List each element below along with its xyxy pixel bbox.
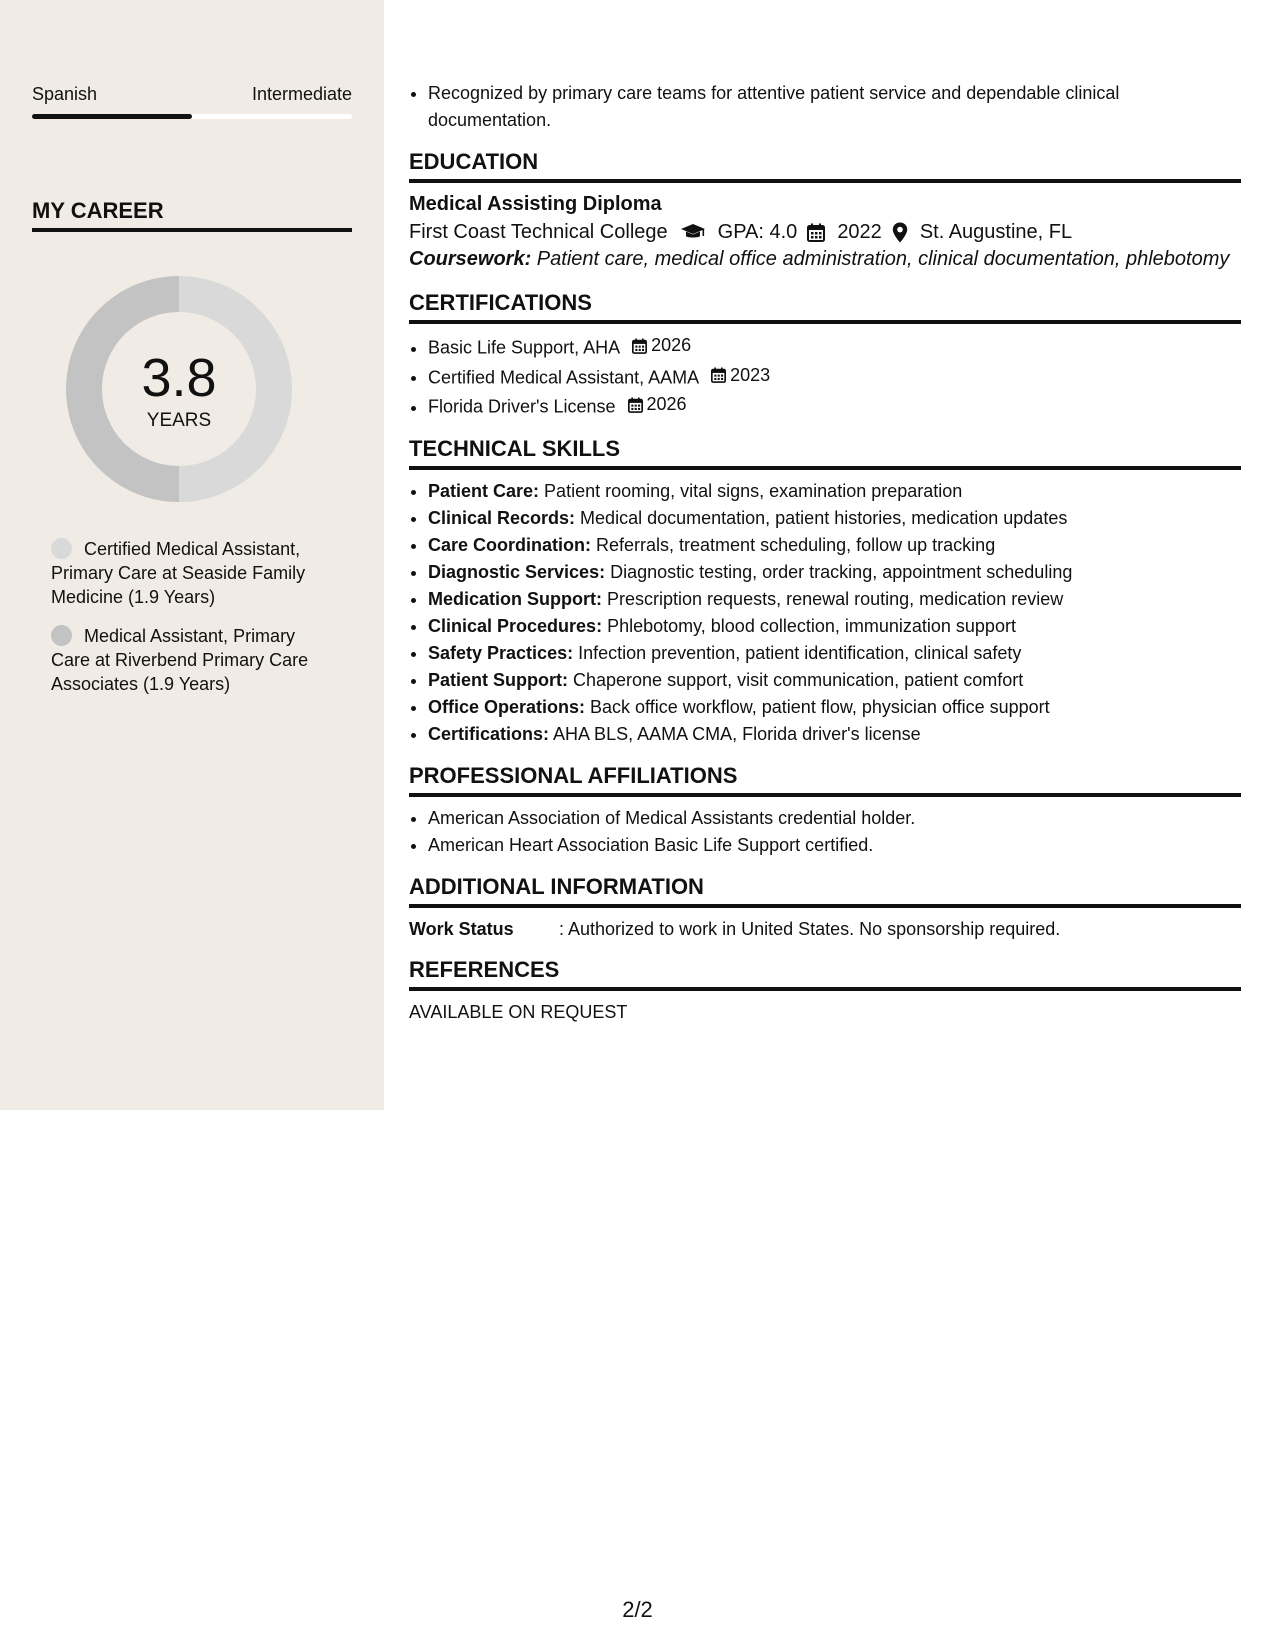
skill-text: Back office workflow, patient flow, physician office support: [585, 696, 1050, 717]
language-name: Spanish: [32, 84, 98, 104]
certification-name: Florida Driver's License: [428, 396, 616, 417]
calendar-icon: [628, 397, 643, 413]
list-item: [428, 362, 1241, 392]
skill-text: AHA BLS, AAMA CMA, Florida driver's license: [549, 723, 921, 744]
skills-list: [409, 478, 1241, 748]
work-status-row: [409, 916, 1241, 942]
school-name: First Coast Technical College: [409, 221, 668, 243]
list-item: • American Heart Association Basic Life Support certified.: [428, 832, 1241, 859]
career-item: [51, 624, 331, 696]
gpa: GPA: 4.0: [717, 221, 798, 243]
affiliations-title: PROFESSIONAL AFFILIATIONS: [409, 763, 1241, 797]
map-pin-icon: [892, 222, 908, 243]
certification-year: 2026: [646, 394, 687, 414]
list-item: • Recognized by primary care teams for attentive patient service and dependable clinical documentation.: [428, 80, 1241, 134]
intro-bullet-list: [409, 80, 1241, 134]
skill-label: Safety Practices:: [428, 642, 574, 663]
coursework-text: Patient care, medical office administration, clinical documentation, phlebotomy: [531, 248, 1230, 270]
list-item: [428, 721, 1241, 748]
calendar-icon: [632, 338, 647, 354]
sidebar: [0, 0, 384, 1110]
references-section: [409, 957, 1241, 1025]
additional-info-title: ADDITIONAL INFORMATION: [409, 874, 1241, 908]
list-item: [428, 613, 1241, 640]
skill-text: Prescription requests, renewal routing, medication review: [602, 588, 1064, 609]
list-item: [428, 559, 1241, 586]
list-item: [428, 391, 1241, 421]
list-item: [428, 586, 1241, 613]
graduation-year: 2022: [837, 221, 882, 243]
references-title: REFERENCES: [409, 957, 1241, 991]
skill-label: Patient Support:: [428, 669, 568, 690]
career-item-text: Medical Assistant, Primary Care at Riverbend Primary Care Associates (1.9 Years): [51, 626, 309, 694]
calendar-icon: [711, 367, 726, 383]
certifications-section: [409, 290, 1241, 421]
main-content: [409, 80, 1241, 1025]
additional-info-section: [409, 874, 1241, 942]
work-status-label: Work Status: [409, 918, 514, 939]
certification-year: 2023: [730, 364, 771, 385]
skill-text: Phlebotomy, blood collection, immunization support: [602, 615, 1016, 636]
list-item: [428, 332, 1241, 362]
career-legend-dot: [51, 538, 72, 559]
skill-label: Patient Care:: [428, 480, 540, 501]
coursework: [409, 247, 1241, 272]
certification-year: 2026: [651, 335, 692, 355]
skill-label: Clinical Records:: [428, 507, 576, 528]
skill-text: Diagnostic testing, order tracking, appointment scheduling: [605, 561, 1073, 582]
page-number: 2/2: [622, 1597, 653, 1622]
career-heading: MY CAREER: [32, 198, 352, 232]
graduation-cap-icon: [680, 222, 706, 242]
technical-skills-title: TECHNICAL SKILLS: [409, 436, 1241, 470]
skill-label: Diagnostic Services:: [428, 561, 606, 582]
education-section: [409, 149, 1241, 272]
list-item: [428, 694, 1241, 721]
coursework-label: Coursework:: [409, 248, 532, 270]
certification-name: Basic Life Support, AHA: [428, 337, 621, 358]
school-location: St. Augustine, FL: [919, 221, 1073, 243]
career-item-text: Certified Medical Assistant, Primary Care at Seaside Family Medicine (1.9 Years): [51, 539, 306, 607]
skill-text: Patient rooming, vital signs, examination preparation: [539, 480, 963, 501]
list-item: [428, 478, 1241, 505]
skill-label: Care Coordination:: [428, 534, 592, 555]
career-donut-chart: [66, 276, 292, 502]
skill-text: Medical documentation, patient histories, medication updates: [575, 507, 1068, 528]
list-item: • American Association of Medical Assistants credential holder.: [428, 805, 1241, 832]
certification-name: Certified Medical Assistant, AAMA: [428, 367, 700, 387]
career-legend-dot: [51, 625, 72, 646]
certifications-list: [409, 332, 1241, 421]
degree-name: Medical Assisting Diploma: [409, 193, 662, 215]
language-row: [32, 83, 352, 105]
skill-text: Chaperone support, visit communication, patient comfort: [568, 669, 1024, 690]
skill-label: Certifications:: [428, 723, 550, 744]
references-text: AVAILABLE ON REQUEST: [409, 1001, 628, 1022]
certifications-title: CERTIFICATIONS: [409, 290, 1241, 324]
work-status-value: : Authorized to work in United States. No sponsorship required.: [559, 918, 1061, 939]
list-item: [428, 505, 1241, 532]
list-item: [428, 640, 1241, 667]
career-total-value: 3.8: [141, 348, 217, 408]
career-list: [51, 537, 331, 711]
language-level: Intermediate: [251, 84, 352, 104]
career-item: [51, 537, 331, 609]
skill-label: Office Operations:: [428, 696, 586, 717]
skill-label: Medication Support:: [428, 588, 602, 609]
list-item: [428, 532, 1241, 559]
affiliations-section: [409, 763, 1241, 859]
calendar-icon: [807, 223, 825, 242]
skill-text: Infection prevention, patient identification, clinical safety: [573, 642, 1022, 663]
technical-skills-section: [409, 436, 1241, 748]
language-proficiency-fill: [32, 114, 192, 119]
career-total-unit: YEARS: [146, 410, 212, 431]
education-details: [409, 217, 1241, 247]
education-title: EDUCATION: [409, 149, 1241, 183]
list-item: [428, 667, 1241, 694]
affiliations-list: [409, 805, 1241, 859]
skill-label: Clinical Procedures:: [428, 615, 603, 636]
skill-text: Referrals, treatment scheduling, follow up tracking: [591, 534, 996, 555]
language-proficiency-bar: [32, 114, 352, 119]
